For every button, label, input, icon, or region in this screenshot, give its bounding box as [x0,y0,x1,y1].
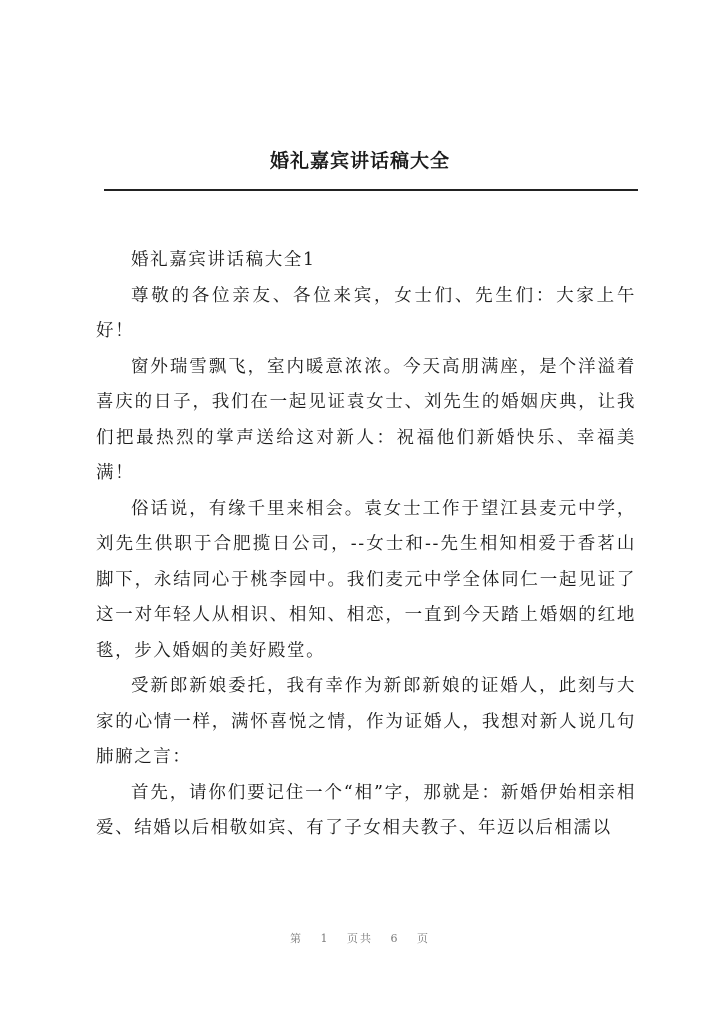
document-body [96,243,636,847]
title-underline [104,189,638,191]
footer-prefix: 第 [290,932,303,945]
paragraph-greeting: 尊敬的各位亲友、各位来宾，女士们、先生们：大家上午好！ [96,285,636,341]
document-title: 婚礼嘉宾讲话稿大全 [269,150,450,172]
paragraph-heading: 婚礼嘉宾讲话稿大全1 [131,250,316,270]
paragraph: 首先，请你们要记住一个“相”字，那就是：新婚伊始相亲相爱、结婚以后相敬如宾、有了子女相夫教子、年迈以后相濡以 [96,782,636,838]
paragraph: 窗外瑞雪飘飞，室内暖意浓浓。今天高朋满座，是个洋溢着喜庆的日子，我们在一起见证袁女士、刘先生的婚姻庆典，让我们把最热烈的掌声送给这对新人：祝福他们新婚快乐、幸福美满！ [96,356,636,483]
paragraph: 俗话说，有缘千里来相会。袁女士工作于望江县麦元中学，刘先生供职于合肥揽日公司，--女士和--先生相知相爱于香茗山脚下，永结同心于桃李园中。我们麦元中学全体同仁一起见证了这一对年轻人从相识、相知、相恋，一直到今天踏上婚姻的红地毯，步入婚姻的美好殿堂。 [96,498,636,661]
footer-middle: 页共 [347,932,373,945]
footer-page-number: 1 [320,932,330,945]
paragraph: 受新郎新娘委托，我有幸作为新郎新娘的证婚人，此刻与大家的心情一样，满怀喜悦之情，作为证婚人，我想对新人说几句肺腑之言： [96,676,636,767]
page-footer [0,930,720,946]
footer-suffix: 页 [417,932,430,945]
footer-total-pages: 6 [390,932,400,945]
